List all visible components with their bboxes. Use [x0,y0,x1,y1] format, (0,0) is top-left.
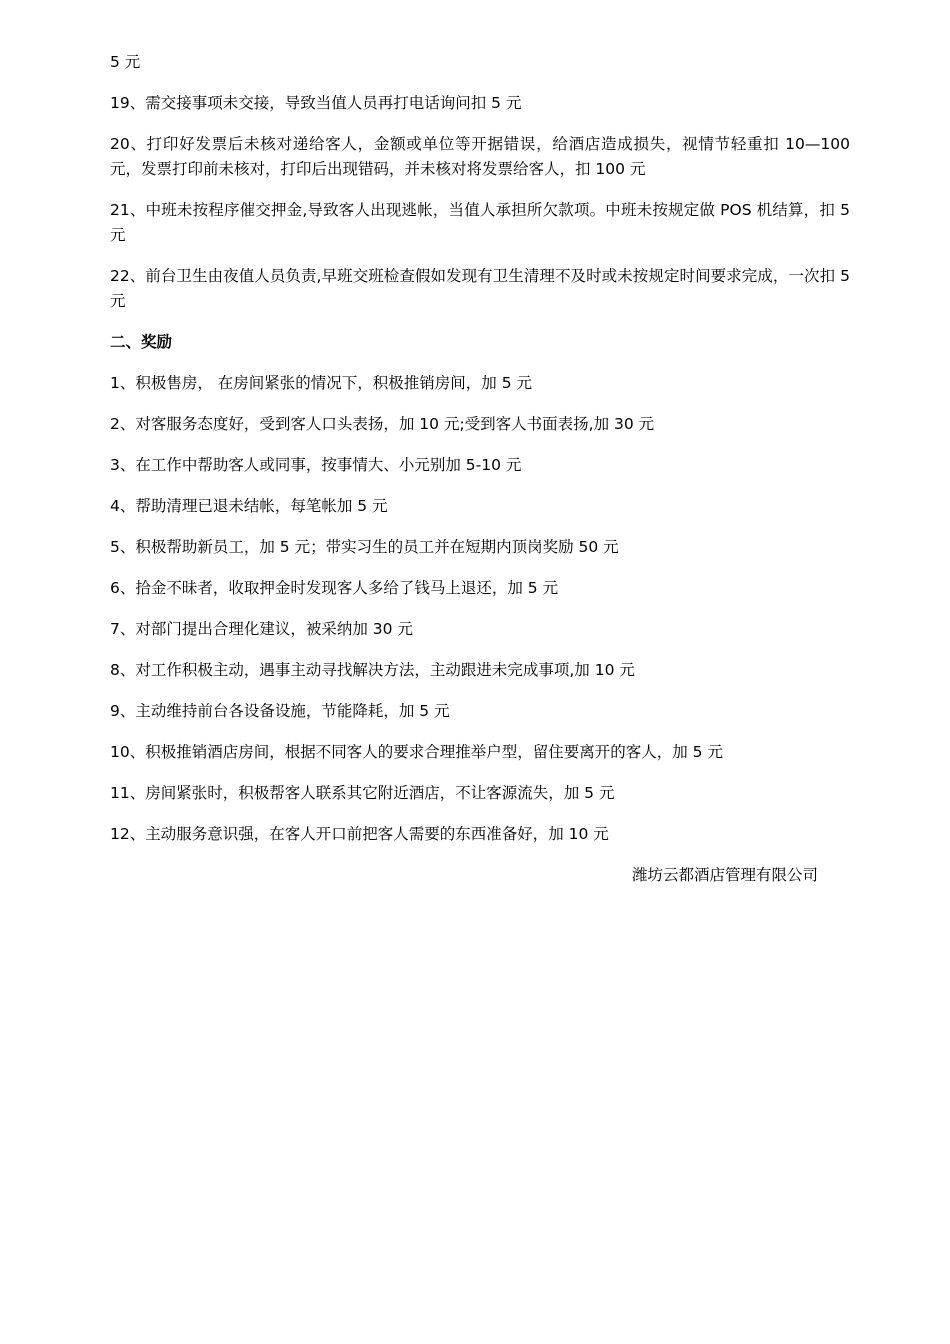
document-page [110,50,850,888]
continuation-text: 5 元 [110,53,141,71]
penalty-item-21: 21、中班未按程序催交押金,导致客人出现逃帐，当值人承担所欠款项。中班未按规定做 POS 机结算，扣 5 元 [110,201,850,244]
reward-item-5: 5、积极帮助新员工，加 5 元；带实习生的员工并在短期内顶岗奖励 50 元 [110,538,619,556]
reward-item-11: 11、房间紧张时，积极帮客人联系其它附近酒店，不让客源流失，加 5 元 [110,784,615,802]
reward-item-7: 7、对部门提出合理化建议，被采纳加 30 元 [110,620,413,638]
reward-item-9: 9、主动维持前台各设备设施，节能降耗，加 5 元 [110,702,450,720]
reward-item-2: 2、对客服务态度好，受到客人口头表扬，加 10 元;受到客人书面表扬,加 30 元 [110,415,655,433]
reward-item-12: 12、主动服务意识强，在客人开口前把客人需要的东西准备好，加 10 元 [110,825,609,843]
rewards-heading: 二、奖励 [110,333,173,351]
reward-item-10: 10、积极推销酒店房间，根据不同客人的要求合理推举户型，留住要离开的客人，加 5 元 [110,743,723,761]
penalty-item-19: 19、需交接事项未交接，导致当值人员再打电话询问扣 5 元 [110,94,522,112]
reward-item-3: 3、在工作中帮助客人或同事，按事情大、小元别加 5-10 元 [110,456,522,474]
reward-item-1: 1、积极售房， 在房间紧张的情况下，积极推销房间，加 5 元 [110,374,533,392]
reward-item-8: 8、对工作积极主动，遇事主动寻找解决方法，主动跟进未完成事项,加 10 元 [110,661,635,679]
reward-item-6: 6、拾金不昧者，收取押金时发现客人多给了钱马上退还，加 5 元 [110,579,559,597]
penalty-item-22: 22、前台卫生由夜值人员负责,早班交班检查假如发现有卫生清理不及时或未按规定时间要求完成，一次扣 5 元 [110,267,850,310]
penalty-item-20: 20、打印好发票后未核对递给客人，金额或单位等开据错误，给酒店造成损失，视情节轻重扣 10—100 元，发票打印前未核对，打印后出现错码，并未核对将发票给客人，扣 100 元 [110,135,850,178]
reward-item-4: 4、帮助清理已退未结帐，每笔帐加 5 元 [110,497,388,515]
company-signature: 潍坊云都酒店管理有限公司 [631,866,818,884]
